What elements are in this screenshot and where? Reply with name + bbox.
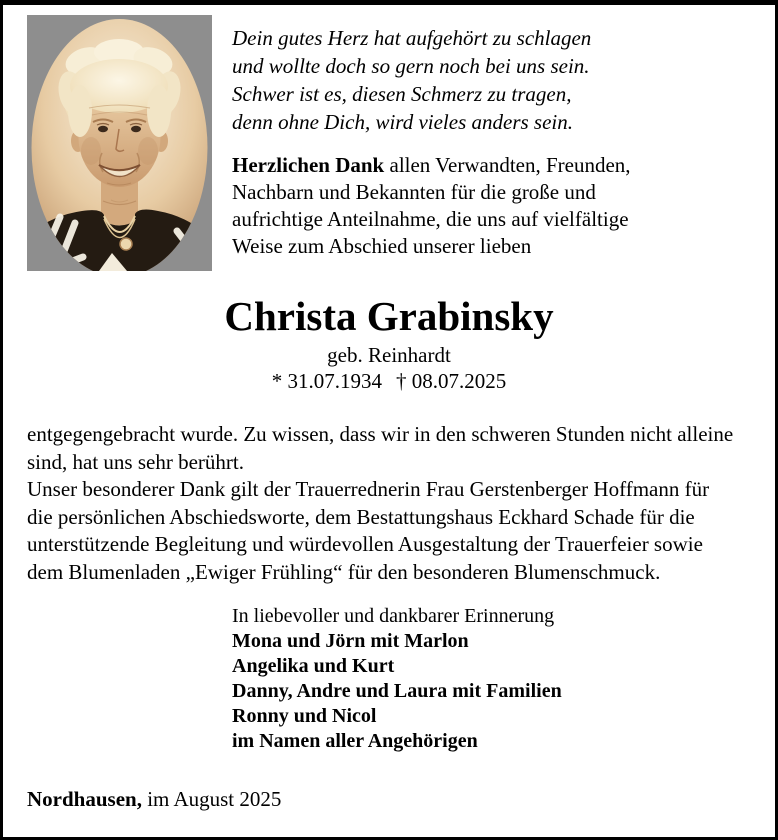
family-name-line: Angelika und Kurt bbox=[232, 655, 395, 677]
family-name-line: Mona und Jörn mit Marlon bbox=[232, 630, 469, 652]
memorial-intro: In liebevoller und dankbarer Erinnerung bbox=[232, 605, 555, 627]
family-name-line: Danny, Andre und Laura mit Familien bbox=[232, 680, 562, 702]
verse-line: Schwer ist es, diesen Schmerz zu tragen, bbox=[232, 82, 572, 106]
opening-verse bbox=[232, 24, 591, 136]
birth-date: * 31.07.1934 bbox=[271, 369, 382, 393]
thanks-rest: allen Verwandten, Freunden, bbox=[384, 153, 631, 177]
life-dates bbox=[3, 368, 775, 394]
thanks-lead: Herzlichen Dank bbox=[232, 153, 385, 177]
death-date: † 08.07.2025 bbox=[396, 369, 507, 393]
closing-city: Nordhausen, bbox=[27, 787, 142, 811]
verse-line: und wollte doch so gern noch bei uns sein. bbox=[232, 54, 590, 78]
acknowledgement-line: dem Blumenladen „Ewiger Frühling“ für den besonderen Blumenschmuck. bbox=[27, 559, 661, 584]
maiden-name: geb. Reinhardt bbox=[327, 343, 451, 367]
deceased-name: Christa Grabinsky bbox=[224, 293, 554, 339]
thanks-paragraph bbox=[232, 152, 631, 260]
verse-line: Dein gutes Herz hat aufgehört zu schlagen bbox=[232, 26, 592, 50]
closing-line bbox=[27, 786, 281, 813]
thanks-line: aufrichtige Anteilnahme, die uns auf vielfältige bbox=[232, 207, 629, 231]
portrait-photo bbox=[27, 15, 212, 271]
closing-date: im August 2025 bbox=[141, 787, 282, 811]
thanks-line: Weise zum Abschied unserer lieben bbox=[232, 234, 532, 258]
family-name-line: Ronny und Nicol bbox=[232, 705, 377, 727]
acknowledgement-line: sind, hat uns sehr berührt. bbox=[27, 449, 244, 474]
acknowledgement-line: Unser besonderer Dank gilt der Trauerrednerin Frau Gerstenberger Hoffmann für bbox=[27, 477, 710, 501]
deceased-name-block bbox=[3, 293, 775, 394]
acknowledgement-line: entgegengebracht wurde. Zu wissen, dass wir in den schweren Stunden nicht alleine bbox=[27, 422, 734, 446]
acknowledgement-text bbox=[27, 421, 755, 586]
memorial-block bbox=[232, 604, 562, 754]
family-name-line: im Namen aller Angehörigen bbox=[232, 730, 478, 752]
acknowledgement-line: unterstützende Begleitung und würdevollen Ausgestaltung der Trauerfeier sowie bbox=[27, 532, 703, 556]
thanks-line bbox=[232, 152, 631, 179]
portrait-photo-image bbox=[27, 15, 212, 271]
acknowledgement-line: die persönlichen Abschiedsworte, dem Bestattungshaus Eckhard Schade für die bbox=[27, 504, 695, 529]
thanks-line: Nachbarn und Bekannten für die große und bbox=[232, 180, 596, 204]
verse-line: denn ohne Dich, wird vieles anders sein. bbox=[232, 110, 573, 134]
